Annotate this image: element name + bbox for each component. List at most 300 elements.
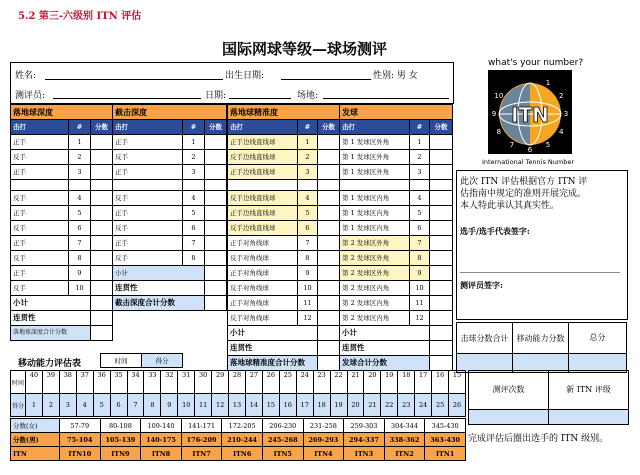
stroke-number: 12 bbox=[410, 311, 430, 326]
itn-row-label: ITN bbox=[11, 447, 60, 461]
itn-scale-cell[interactable]: ITN10 bbox=[60, 447, 101, 461]
dial-number: 6 bbox=[527, 146, 533, 154]
table-row bbox=[228, 150, 340, 165]
col-score-header: 分数 bbox=[205, 120, 227, 135]
mobility-score-label: 移动能力分数 bbox=[513, 323, 569, 354]
stroke-number: 3 bbox=[183, 165, 205, 180]
score-cell[interactable] bbox=[91, 221, 113, 236]
mobility-time-label: 时间 bbox=[11, 371, 26, 394]
stroke-number: 10 bbox=[69, 281, 91, 296]
female-scale-cell: 259-303 bbox=[344, 419, 385, 433]
table-row bbox=[11, 266, 113, 281]
logo-text: ITN bbox=[511, 103, 549, 127]
mobility-time-cell: 21 bbox=[347, 371, 364, 394]
stroke-label: 反手 bbox=[113, 221, 183, 236]
itn-scale-cell[interactable]: ITN7 bbox=[181, 447, 222, 461]
table-row bbox=[228, 281, 340, 296]
mobility-time-cell: 16 bbox=[432, 371, 449, 394]
table-row bbox=[11, 135, 113, 150]
col-hit-header: 击打 bbox=[11, 120, 69, 135]
stroke-number bbox=[183, 180, 205, 191]
depth-subtotal-label: 小计 bbox=[11, 296, 91, 311]
stroke-number: 3 bbox=[298, 165, 318, 180]
score-cell[interactable] bbox=[430, 251, 453, 266]
score-cell[interactable] bbox=[430, 296, 453, 311]
serve-table bbox=[339, 104, 453, 371]
stroke-label: 正手边线直线球 bbox=[228, 135, 298, 150]
dial-number: 9 bbox=[491, 110, 497, 118]
score-cell[interactable] bbox=[91, 206, 113, 221]
mobility-score-cell: 24 bbox=[415, 394, 432, 417]
table-row bbox=[228, 311, 340, 326]
stroke-number: 8 bbox=[298, 251, 318, 266]
stroke-label: 反手 bbox=[11, 251, 69, 266]
table-row bbox=[340, 165, 453, 180]
stroke-label: 正手对角线球 bbox=[228, 266, 298, 281]
female-scale-cell: 206-230 bbox=[262, 419, 303, 433]
serve-total-label-value[interactable] bbox=[430, 356, 453, 371]
table-row bbox=[340, 311, 453, 326]
logo-question: what's your number? bbox=[488, 58, 584, 68]
stroke-label: 正手 bbox=[11, 135, 69, 150]
mobility-time-cell: 34 bbox=[127, 371, 144, 394]
score-cell[interactable] bbox=[318, 180, 340, 191]
volley-total-label-value[interactable] bbox=[205, 296, 227, 311]
table-row bbox=[228, 180, 340, 191]
mobility-time-cell: 22 bbox=[330, 371, 347, 394]
score-cell[interactable] bbox=[430, 135, 453, 150]
table-row bbox=[11, 165, 113, 180]
volley-consistency-label: 连贯性 bbox=[113, 281, 205, 296]
score-cell[interactable] bbox=[430, 311, 453, 326]
score-cell[interactable] bbox=[205, 221, 227, 236]
score-cell[interactable] bbox=[318, 296, 340, 311]
accuracy-consistency-label: 连贯性 bbox=[228, 341, 318, 356]
stroke-number: 3 bbox=[69, 165, 91, 180]
mobility-score-label: 得分 bbox=[11, 394, 26, 417]
score-cell[interactable] bbox=[91, 165, 113, 180]
male-row-label: 分数(男) bbox=[11, 433, 60, 447]
stroke-number bbox=[69, 180, 91, 191]
itn-logo bbox=[488, 70, 572, 154]
player-signature-field[interactable] bbox=[460, 272, 620, 273]
score-cell[interactable] bbox=[205, 206, 227, 221]
stroke-label: 正手 bbox=[113, 165, 183, 180]
stroke-label: 正手 bbox=[11, 236, 69, 251]
mobility-time-cell: 37 bbox=[76, 371, 93, 394]
male-scale-cell: 105-139 bbox=[100, 433, 141, 447]
male-scale-cell: 140-175 bbox=[141, 433, 182, 447]
stroke-number: 1 bbox=[298, 135, 318, 150]
stroke-number: 5 bbox=[410, 206, 430, 221]
score-cell[interactable] bbox=[430, 206, 453, 221]
accuracy-subtotal-label-value[interactable] bbox=[318, 326, 340, 341]
stroke-label: 第 1 发球区内角 bbox=[340, 206, 410, 221]
dob-field[interactable] bbox=[281, 79, 371, 80]
score-cell[interactable] bbox=[205, 191, 227, 206]
depth-total-label-value[interactable] bbox=[91, 326, 113, 341]
score-cell[interactable] bbox=[91, 135, 113, 150]
mobility-time-cell: 40 bbox=[26, 371, 43, 394]
female-scale-cell: 109-140 bbox=[141, 419, 182, 433]
score-cell[interactable] bbox=[318, 206, 340, 221]
mobility-legend bbox=[100, 353, 183, 368]
female-scale-cell: 57-79 bbox=[60, 419, 101, 433]
table-row bbox=[340, 236, 453, 251]
col-number-header: # bbox=[69, 120, 91, 135]
score-cell[interactable] bbox=[318, 221, 340, 236]
table-row bbox=[11, 191, 113, 206]
score-cell[interactable] bbox=[430, 191, 453, 206]
stroke-label: 第 2 发球区外角 bbox=[340, 236, 410, 251]
table-row bbox=[228, 251, 340, 266]
stroke-label: 反手对角线球 bbox=[228, 281, 298, 296]
mobility-time-cell: 18 bbox=[398, 371, 415, 394]
mobility-time-cell: 27 bbox=[245, 371, 262, 394]
totals-table bbox=[456, 322, 627, 373]
stroke-label: 第 1 发球区外角 bbox=[340, 135, 410, 150]
accuracy-total-label-value[interactable] bbox=[318, 356, 340, 371]
score-cell[interactable] bbox=[318, 165, 340, 180]
score-cell[interactable] bbox=[91, 251, 113, 266]
mobility-score-cell: 9 bbox=[161, 394, 178, 417]
mobility-time-cell: 33 bbox=[144, 371, 161, 394]
male-scale-cell: 294-337 bbox=[344, 433, 385, 447]
table-row bbox=[113, 236, 227, 251]
female-scale-cell: 304-344 bbox=[384, 419, 425, 433]
stroke-number: 7 bbox=[298, 236, 318, 251]
date-field[interactable] bbox=[229, 98, 291, 99]
male-scale-cell: 75-104 bbox=[60, 433, 101, 447]
depth-consistency-label: 连贯性 bbox=[11, 311, 91, 326]
date-label: 日期: bbox=[205, 91, 227, 101]
stroke-number: 6 bbox=[69, 221, 91, 236]
new-itn-value[interactable] bbox=[549, 410, 629, 425]
itn-scale-cell[interactable]: ITN6 bbox=[222, 447, 263, 461]
col-score-header: 分数 bbox=[318, 120, 340, 135]
table-row bbox=[340, 150, 453, 165]
stroke-number: 7 bbox=[410, 236, 430, 251]
volley-depth-table bbox=[112, 104, 227, 311]
table-row bbox=[113, 191, 227, 206]
score-cell[interactable] bbox=[91, 281, 113, 296]
table-row bbox=[340, 206, 453, 221]
stroke-label: 反手边线直线球 bbox=[228, 191, 298, 206]
col-score-header: 分数 bbox=[91, 120, 113, 135]
stroke-label: 第 2 发球区外角 bbox=[340, 266, 410, 281]
score-cell[interactable] bbox=[430, 266, 453, 281]
section-title: 5.2 第三-六级别 ITN 评估 bbox=[18, 11, 142, 22]
stroke-number: 11 bbox=[298, 296, 318, 311]
stroke-number bbox=[298, 180, 318, 191]
groundstroke-depth-table bbox=[10, 104, 113, 341]
table-row bbox=[228, 236, 340, 251]
table-row bbox=[113, 251, 227, 266]
itn-scale-cell[interactable]: ITN1 bbox=[425, 447, 466, 461]
mobility-score-cell: 23 bbox=[398, 394, 415, 417]
mobility-time-cell: 39 bbox=[42, 371, 59, 394]
stroke-number: 2 bbox=[298, 150, 318, 165]
mobility-score-cell: 8 bbox=[144, 394, 161, 417]
serve-consistency-label-value[interactable] bbox=[430, 341, 453, 356]
table-row bbox=[228, 165, 340, 180]
mobility-score-cell: 2 bbox=[42, 394, 59, 417]
assessor-field[interactable] bbox=[53, 98, 201, 99]
score-cell[interactable] bbox=[205, 180, 227, 191]
itn-scale-cell[interactable]: ITN8 bbox=[141, 447, 182, 461]
result-table bbox=[468, 370, 629, 425]
score-cell[interactable] bbox=[205, 165, 227, 180]
total-label: 总分 bbox=[569, 323, 627, 354]
stroke-number: 2 bbox=[69, 150, 91, 165]
dial-number: 7 bbox=[509, 141, 515, 150]
mobility-time-cell: 35 bbox=[110, 371, 127, 394]
col-number-header: # bbox=[183, 120, 205, 135]
score-cell[interactable] bbox=[430, 281, 453, 296]
itn-scale-cell[interactable]: ITN9 bbox=[100, 447, 141, 461]
itn-score-scale bbox=[10, 418, 466, 461]
score-cell[interactable] bbox=[205, 251, 227, 266]
accuracy-total-label: 落地球精准度合计分数 bbox=[228, 356, 318, 371]
male-scale-cell: 245-268 bbox=[262, 433, 303, 447]
mobility-score-cell: 6 bbox=[110, 394, 127, 417]
mobility-score-cell: 26 bbox=[449, 394, 466, 417]
score-cell[interactable] bbox=[318, 281, 340, 296]
dial-number: 8 bbox=[496, 128, 502, 136]
mobility-time-cell: 28 bbox=[229, 371, 246, 394]
stroke-number: 9 bbox=[69, 266, 91, 281]
mobility-time-cell: 31 bbox=[178, 371, 195, 394]
stroke-label: 正手 bbox=[11, 266, 69, 281]
stroke-label: 反手对角线球 bbox=[228, 251, 298, 266]
accuracy-consistency-label-value[interactable] bbox=[318, 341, 340, 356]
stroke-label: 正手边线直线球 bbox=[228, 206, 298, 221]
table-row bbox=[11, 281, 113, 296]
mobility-time-cell: 38 bbox=[59, 371, 76, 394]
table-row bbox=[228, 296, 340, 311]
table-row bbox=[11, 221, 113, 236]
stroke-label: 反手 bbox=[11, 221, 69, 236]
serve-consistency-label: 连贯性 bbox=[340, 341, 430, 356]
mobility-score-cell: 18 bbox=[313, 394, 330, 417]
declaration-text: 此次 ITN 评估根据官方 ITN 评估指南中规定的准则开展完成。本人特此承认其真实性。 bbox=[460, 177, 588, 211]
score-cell[interactable] bbox=[91, 150, 113, 165]
stroke-number: 11 bbox=[410, 296, 430, 311]
mobility-time-cell: 23 bbox=[313, 371, 330, 394]
col-hit-header: 击打 bbox=[340, 120, 410, 135]
stroke-label bbox=[113, 180, 183, 191]
mobility-time-cell: 32 bbox=[161, 371, 178, 394]
mobility-score-cell: 11 bbox=[195, 394, 212, 417]
table-row bbox=[113, 165, 227, 180]
mobility-scale-table bbox=[10, 370, 466, 417]
itn-scale-cell[interactable]: ITN2 bbox=[384, 447, 425, 461]
stroke-number: 5 bbox=[298, 206, 318, 221]
score-cell[interactable] bbox=[91, 266, 113, 281]
score-cell[interactable] bbox=[318, 236, 340, 251]
female-scale-cell: 141-171 bbox=[181, 419, 222, 433]
stroke-number: 4 bbox=[298, 191, 318, 206]
stroke-label: 反手 bbox=[11, 191, 69, 206]
mobility-score-cell: 10 bbox=[178, 394, 195, 417]
stroke-label: 第 2 发球区内角 bbox=[340, 311, 410, 326]
stroke-number: 6 bbox=[298, 221, 318, 236]
mobility-score-cell: 4 bbox=[76, 394, 93, 417]
volley-subtotal-label-value[interactable] bbox=[205, 266, 227, 281]
depth-total-label: 落地球深度合计分数 bbox=[11, 326, 91, 341]
stroke-number: 2 bbox=[183, 150, 205, 165]
table-row bbox=[228, 191, 340, 206]
dial-number: 1 bbox=[545, 78, 551, 87]
depth-consistency-label-value[interactable] bbox=[91, 311, 113, 326]
mobility-time-cell: 17 bbox=[415, 371, 432, 394]
score-cell[interactable] bbox=[430, 150, 453, 165]
table-row bbox=[228, 206, 340, 221]
mobility-time-cell: 36 bbox=[93, 371, 110, 394]
stroke-number: 8 bbox=[410, 251, 430, 266]
mobility-score-cell: 1 bbox=[26, 394, 43, 417]
table-row bbox=[228, 135, 340, 150]
new-itn-label: 新 ITN 评级 bbox=[549, 371, 629, 410]
score-cell[interactable] bbox=[205, 236, 227, 251]
stroke-number: 9 bbox=[298, 266, 318, 281]
mobility-score-cell: 15 bbox=[262, 394, 279, 417]
stroke-number bbox=[410, 180, 430, 191]
female-scale-cell: 231-258 bbox=[303, 419, 344, 433]
female-scale-cell: 80-108 bbox=[100, 419, 141, 433]
mobility-score-cell: 22 bbox=[381, 394, 398, 417]
table-row bbox=[340, 266, 453, 281]
legend-time: 时间 bbox=[101, 354, 142, 368]
itn-scale-cell[interactable]: ITN5 bbox=[262, 447, 303, 461]
stroke-label: 第 2 发球区外角 bbox=[340, 251, 410, 266]
mobility-time-cell: 20 bbox=[364, 371, 381, 394]
stroke-number: 10 bbox=[410, 281, 430, 296]
table-row bbox=[11, 150, 113, 165]
female-scale-cell: 345-430 bbox=[425, 419, 466, 433]
player-info-box bbox=[10, 62, 454, 104]
score-cell[interactable] bbox=[430, 221, 453, 236]
gender-label[interactable]: 性别: 男 女 bbox=[373, 71, 418, 81]
dial-number: 5 bbox=[545, 141, 551, 150]
table-row bbox=[113, 206, 227, 221]
stroke-label: 第 1 发球区外角 bbox=[340, 150, 410, 165]
male-scale-cell: 210-244 bbox=[222, 433, 263, 447]
mobility-score-cell: 16 bbox=[279, 394, 296, 417]
score-cell[interactable] bbox=[91, 191, 113, 206]
table-row bbox=[340, 180, 453, 191]
score-cell[interactable] bbox=[318, 150, 340, 165]
mobility-time-cell: 30 bbox=[195, 371, 212, 394]
stroke-number: 1 bbox=[69, 135, 91, 150]
mobility-time-cell: 15 bbox=[449, 371, 466, 394]
table-row bbox=[228, 221, 340, 236]
stroke-number: 8 bbox=[69, 251, 91, 266]
depth-subtotal-label-value[interactable] bbox=[91, 296, 113, 311]
score-cell[interactable] bbox=[91, 180, 113, 191]
stroke-number: 2 bbox=[410, 150, 430, 165]
dial-number: 2 bbox=[558, 92, 564, 100]
mobility-time-cell: 19 bbox=[381, 371, 398, 394]
score-cell[interactable] bbox=[205, 135, 227, 150]
score-cell[interactable] bbox=[430, 180, 453, 191]
mobility-score-cell: 21 bbox=[364, 394, 381, 417]
stroke-label: 正手对角线球 bbox=[228, 296, 298, 311]
eval-count-value[interactable] bbox=[469, 410, 549, 425]
mobility-time-cell: 29 bbox=[212, 371, 229, 394]
itn-scale-cell[interactable]: ITN3 bbox=[344, 447, 385, 461]
assessor-label: 测评员: bbox=[15, 91, 46, 101]
table-row bbox=[340, 281, 453, 296]
stroke-label: 反手 bbox=[113, 150, 183, 165]
mobility-score-cell: 25 bbox=[432, 394, 449, 417]
score-cell[interactable] bbox=[430, 165, 453, 180]
serve-subtotal-label-value[interactable] bbox=[430, 326, 453, 341]
venue-field[interactable] bbox=[323, 98, 449, 99]
final-instruction: 完成评估后圈出选手的 ITN 级别。 bbox=[468, 434, 609, 444]
stroke-number: 1 bbox=[410, 135, 430, 150]
stroke-label: 正手 bbox=[11, 206, 69, 221]
score-cell[interactable] bbox=[318, 266, 340, 281]
score-cell[interactable] bbox=[318, 191, 340, 206]
table-row bbox=[113, 150, 227, 165]
table-row bbox=[340, 296, 453, 311]
col-number-header: # bbox=[298, 120, 318, 135]
mobility-score-cell: 17 bbox=[296, 394, 313, 417]
score-cell[interactable] bbox=[430, 236, 453, 251]
stroke-label: 正手 bbox=[113, 236, 183, 251]
section-header: 落地球深度 bbox=[11, 105, 113, 120]
name-field[interactable] bbox=[45, 79, 223, 80]
table-row bbox=[11, 180, 113, 191]
female-scale-cell: 172-205 bbox=[222, 419, 263, 433]
stroke-number: 5 bbox=[183, 206, 205, 221]
stroke-label: 第 2 发球区内角 bbox=[340, 296, 410, 311]
table-row bbox=[340, 251, 453, 266]
stroke-label: 反手 bbox=[113, 251, 183, 266]
table-row bbox=[228, 266, 340, 281]
stroke-number: 7 bbox=[183, 236, 205, 251]
stroke-label bbox=[11, 180, 69, 191]
stroke-label: 正手对角线球 bbox=[228, 236, 298, 251]
logo-caption: International Tennis Number bbox=[482, 158, 575, 166]
male-scale-cell: 176-209 bbox=[181, 433, 222, 447]
ground-total-label: 击球分数合计 bbox=[457, 323, 513, 354]
stroke-number: 4 bbox=[410, 191, 430, 206]
col-hit-header: 击打 bbox=[228, 120, 298, 135]
stroke-number: 4 bbox=[69, 191, 91, 206]
score-cell[interactable] bbox=[91, 236, 113, 251]
score-cell[interactable] bbox=[205, 150, 227, 165]
itn-scale-cell[interactable]: ITN4 bbox=[303, 447, 344, 461]
mobility-score-cell: 20 bbox=[347, 394, 364, 417]
stroke-number: 9 bbox=[410, 266, 430, 281]
score-cell[interactable] bbox=[318, 135, 340, 150]
legend-score: 得分 bbox=[142, 354, 183, 368]
stroke-label: 第 2 发球区内角 bbox=[340, 281, 410, 296]
dial-number: 10 bbox=[494, 92, 504, 100]
mobility-score-cell: 14 bbox=[245, 394, 262, 417]
table-row bbox=[11, 251, 113, 266]
score-cell[interactable] bbox=[318, 311, 340, 326]
volley-consistency-label-value[interactable] bbox=[205, 281, 227, 296]
score-cell[interactable] bbox=[318, 251, 340, 266]
stroke-label bbox=[340, 180, 410, 191]
stroke-number: 10 bbox=[298, 281, 318, 296]
stroke-label: 第 1 发球区内角 bbox=[340, 191, 410, 206]
mobility-score-cell: 5 bbox=[93, 394, 110, 417]
mobility-time-cell: 25 bbox=[279, 371, 296, 394]
